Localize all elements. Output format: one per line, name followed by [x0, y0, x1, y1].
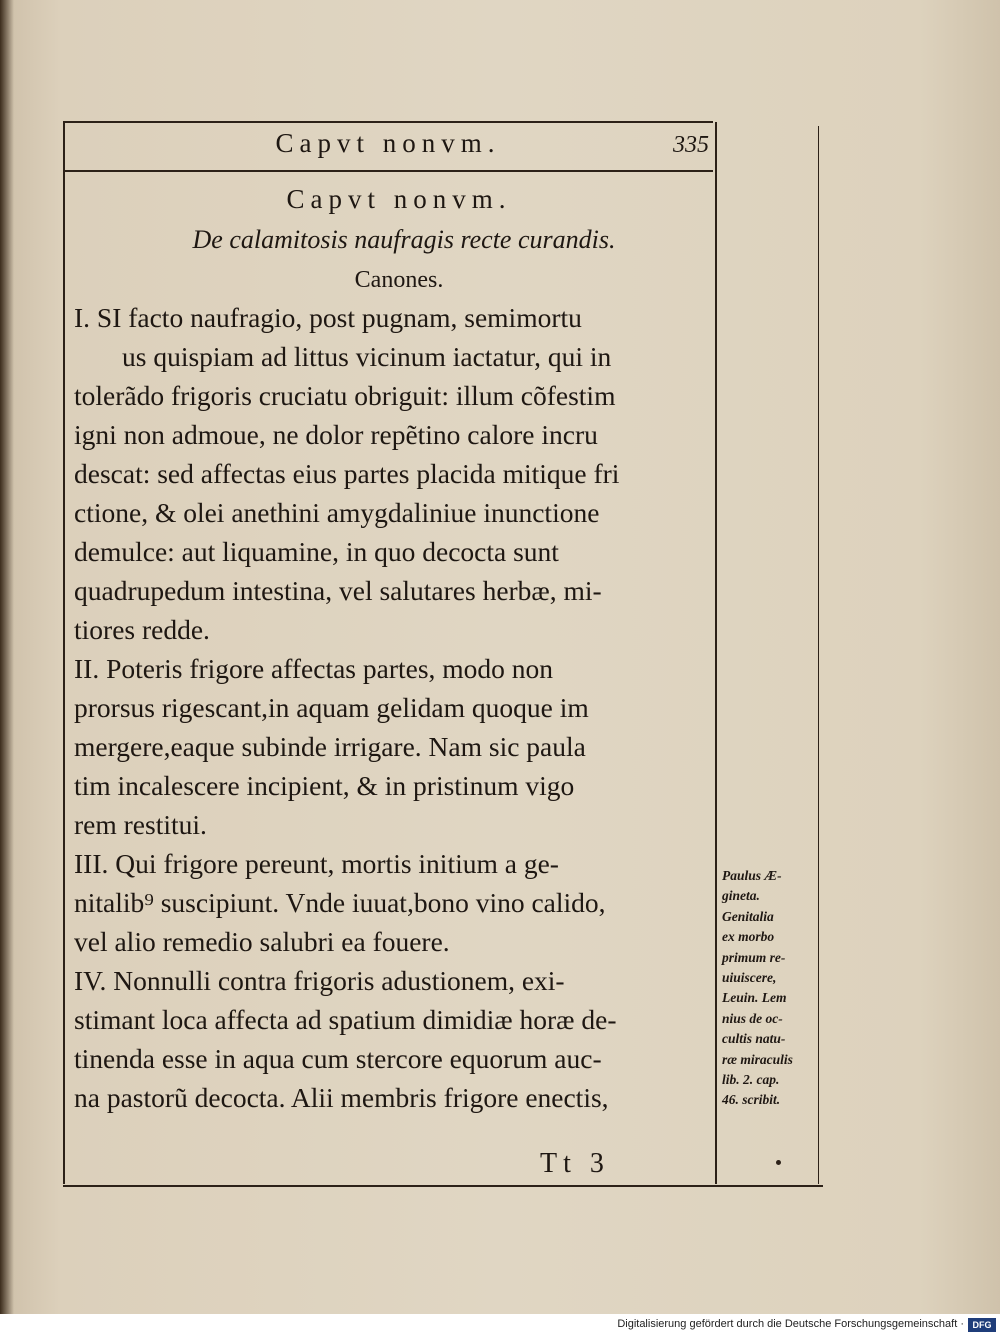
page-number: 335 [673, 132, 709, 158]
marginal-note-line: ræ miraculis [722, 1051, 793, 1067]
text-line: IV. Nonnulli contra frigoris adustionem, exi- [74, 965, 565, 996]
running-head [63, 124, 713, 168]
text-line: tiores redde. [74, 614, 210, 645]
chapter-title: Capvt nonvm. [286, 184, 512, 214]
marginal-note-line: Genitalia [722, 908, 774, 924]
marginal-notes [722, 866, 822, 1111]
marginal-note-line: uiuiscere, [722, 969, 777, 985]
text-line: descat: sed affectas eius partes placida mitique fri [74, 458, 620, 489]
running-title: Capvt nonvm. [275, 128, 501, 158]
text-line: us quispiam ad littus vicinum iactatur, qui in [122, 341, 612, 372]
marginal-note-line: 46. scribit. [722, 1092, 781, 1108]
marginal-note-line: cultis natu- [722, 1031, 786, 1047]
text-line: stimant loca affecta ad spatium dimidiæ horæ de- [74, 1004, 617, 1035]
marginal-note-line: nius de oc- [722, 1010, 783, 1026]
text-line: igni non admoue, ne dolor repẽtino calore incru [74, 419, 598, 450]
chapter-subtitle: De calamitosis naufragis recte curandis. [192, 225, 616, 254]
digitization-footer [0, 1314, 1000, 1336]
text-line: nitalib⁹ suscipiunt. Vnde iuuat,bono vino calido, [74, 887, 606, 918]
dfg-logo-icon: DFG [968, 1318, 996, 1332]
text-line: ctione, & olei anethini amygdaliniue inunctione [74, 497, 600, 528]
text-lines [74, 298, 714, 1117]
text-line: quadrupedum intestina, vel salutares herbæ, mi- [74, 575, 602, 606]
main-text [74, 180, 714, 1117]
footer-credit: Digitalisierung gefördert durch die Deutsche Forschungsgemeinschaft · [617, 1318, 964, 1330]
text-line: tinenda esse in aqua cum stercore equorum auc- [74, 1043, 602, 1074]
text-line: vel alio remedio salubri ea fouere. [74, 926, 450, 957]
marginal-note-line: Leuin. Lem [722, 990, 787, 1006]
text-line: prorsus rigescant,in aquam gelidam quoque im [74, 692, 589, 723]
text-line: II. Poteris frigore affectas partes, modo non [74, 653, 554, 684]
text-line: tolerãdo frigoris cruciatu obriguit: illum cõfestim [74, 380, 616, 411]
text-line: tim incalescere incipient, & in pristinum vigo [74, 770, 575, 801]
marginal-note-line: lib. 2. cap. [722, 1071, 780, 1087]
text-line: demulce: aut liquamine, in quo decocta sunt [74, 536, 559, 567]
bottom-rule [63, 1185, 823, 1187]
ornament-dot [776, 1160, 781, 1165]
marginal-note-line: Paulus Æ- [722, 868, 782, 883]
marginal-note-line: primum re- [722, 949, 786, 965]
section-heading: Canones. [354, 267, 444, 293]
marginal-note-line: ex morbo [722, 929, 775, 945]
text-line: I. SI facto naufragio, post pugnam, semimortu [74, 302, 582, 333]
signature-mark: Tt 3 [540, 1148, 610, 1179]
marginal-note-line: gineta. [722, 888, 760, 904]
text-line: rem restitui. [74, 809, 207, 840]
text-line: III. Qui frigore pereunt, mortis initium a ge- [74, 848, 559, 879]
text-line: mergere,eaque subinde irrigare. Nam sic paula [74, 731, 586, 762]
text-line: na pastorũ decocta. Alii membris frigore enectis, [74, 1082, 609, 1113]
